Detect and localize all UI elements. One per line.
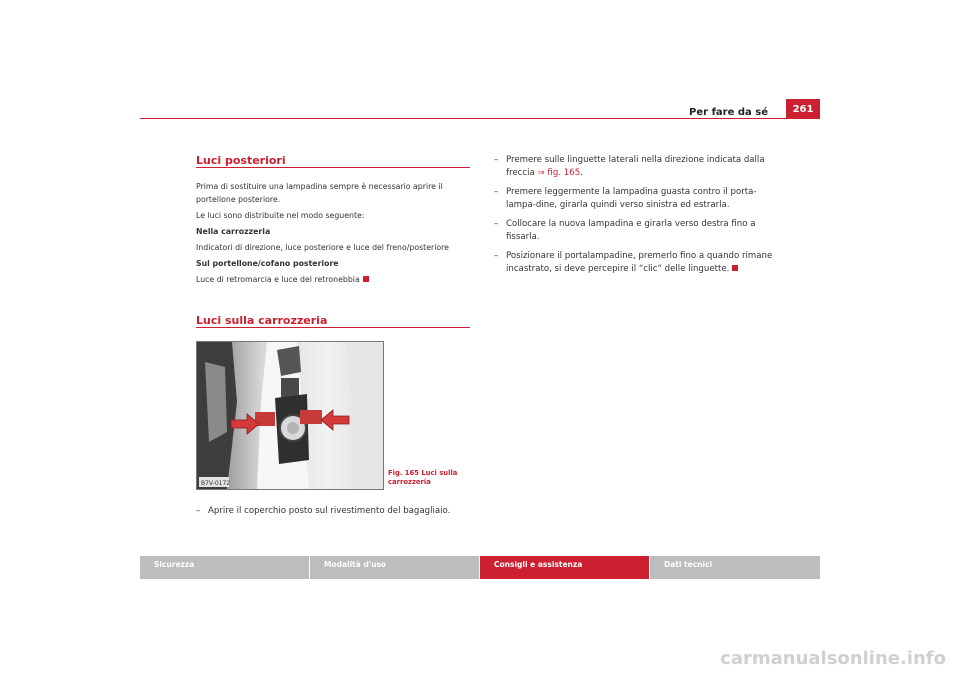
end-of-section-mark <box>732 265 738 271</box>
step-remove-bulb <box>494 186 776 212</box>
body-carrozzeria: Indicatori di direzione, luce posteriore e luce del freno/posteriore <box>196 243 449 252</box>
step-text-end: . <box>580 168 583 178</box>
footer-tab-sicurezza[interactable] <box>140 556 309 579</box>
step-text-wrapper <box>494 154 776 180</box>
footer-tab-consigli-assistenza[interactable] <box>480 556 649 579</box>
section1-body <box>196 180 472 289</box>
section-title-luci-posteriori: Luci posteriori <box>196 154 286 167</box>
footer-tab-label: Dati tecnici <box>664 560 713 569</box>
running-title: Per fare da sé <box>689 107 768 118</box>
footer-tab-label: Sicurezza <box>154 560 195 569</box>
page-number: 261 <box>786 99 820 119</box>
figure-caption <box>388 469 457 486</box>
section-title-luci-carrozzeria: Luci sulla carrozzeria <box>196 314 328 327</box>
step-dash: – <box>494 155 499 165</box>
body-portellone-line <box>196 273 472 286</box>
step-open-cover <box>196 505 476 518</box>
step-text: Aprire il coperchio posto sul rivestimento del bagagliaio. <box>208 506 451 516</box>
step-text: Premere leggermente la lampadina guasta contro il porta-lampa-dine, girarla quindi verso sinistra ed estrarla. <box>506 187 757 210</box>
footer-tab-label: Modalità d'uso <box>324 560 387 569</box>
step-dash: – <box>494 251 499 261</box>
footer-tab-dati-tecnici[interactable] <box>650 556 820 579</box>
watermark: carmanualsonline.info <box>720 648 946 669</box>
subhead-carrozzeria: Nella carrozzeria <box>196 227 271 236</box>
header-rule <box>140 118 820 119</box>
footer-tab-label: Consigli e assistenza <box>494 560 583 569</box>
caption-line-1: Fig. 165 Luci sulla <box>388 469 458 477</box>
body-portellone: Luce di retromarcia e luce del retronebbia <box>196 275 360 284</box>
footer-tab-modalita-uso[interactable] <box>310 556 479 579</box>
section-rule <box>196 167 470 168</box>
end-of-section-mark <box>363 276 369 282</box>
step-text: Posizionare il portalampadine, premerlo fino a quando rimane incastrato, si deve percepire il “clic“ delle linguette. <box>506 251 773 274</box>
subhead-portellone: Sul portellone/cofano posteriore <box>196 259 339 268</box>
step-dash: – <box>196 506 201 516</box>
section-rule <box>196 327 470 328</box>
step-dash: – <box>494 219 499 229</box>
step-position-holder <box>494 250 776 276</box>
step-text-wrapper <box>494 250 776 276</box>
step-text: Collocare la nuova lampadina e girarla verso destra fino a fissarla. <box>506 219 756 242</box>
tail-light-illustration <box>197 342 383 489</box>
step-press-tabs <box>494 154 776 180</box>
figure-reference-link[interactable]: ⇒ fig. 165 <box>537 168 581 178</box>
distribution-paragraph: Le luci sono distribuite nel modo seguente: <box>196 211 365 220</box>
figure-code: B7V-0172 <box>201 480 231 487</box>
caption-line-2: carrozzeria <box>388 477 431 486</box>
step-text: Premere sulle linguette laterali nella direzione indicata dalla freccia <box>506 155 765 178</box>
step-insert-bulb <box>494 218 776 244</box>
figure-165-photo <box>196 341 384 490</box>
intro-paragraph: Prima di sostituire una lampadina sempre è necessario aprire il portellone posteriore. <box>196 182 443 204</box>
step-dash: – <box>494 187 499 197</box>
